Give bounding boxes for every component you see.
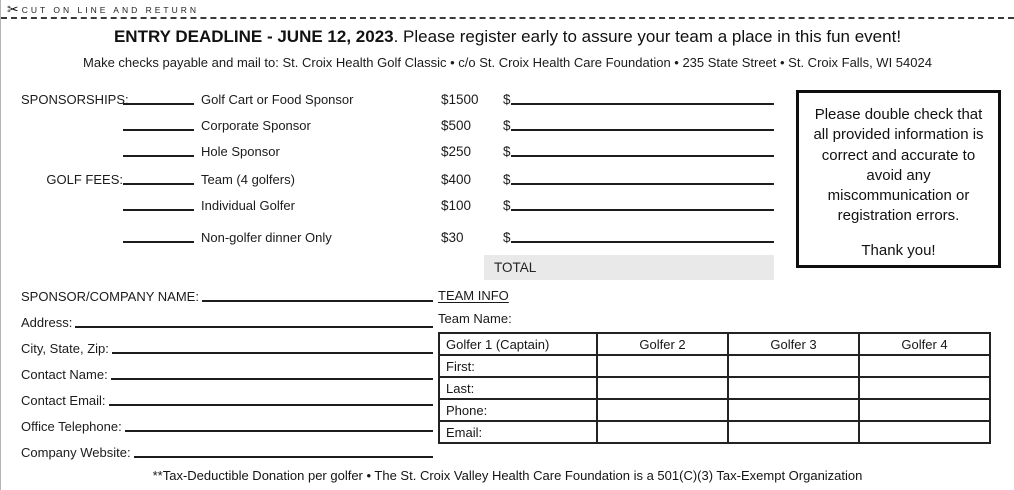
write-in-line [109,396,433,406]
fee-item-name: Corporate Sponsor [201,118,311,133]
dollar-sign: $ [503,92,511,107]
write-in-line [134,448,433,458]
table-cell-empty [728,355,859,377]
field-row-address [21,306,433,332]
cut-line-label: CUT ON LINE AND RETURN [21,5,200,15]
field-label: Contact Email: [21,393,106,408]
double-check-notice-box [796,90,1001,268]
row-label-email: Email: [439,421,597,443]
fee-amount-line [511,233,774,243]
fee-group-label [21,133,123,135]
fees-section [21,83,781,280]
table-cell-empty [859,399,990,421]
table-cell-empty [597,377,728,399]
table-cell-empty [597,399,728,421]
table-row-first [439,355,990,377]
table-cell-empty [859,355,990,377]
fee-select-line [123,201,194,211]
total-bar [484,255,774,280]
field-label: SPONSOR/COMPANY NAME: [21,289,199,304]
fee-amount-line [511,175,774,185]
team-info-heading: TEAM INFO [438,288,509,303]
fee-amount-line [511,201,774,211]
field-row-company-website [21,436,433,462]
field-label: Company Website: [21,445,131,460]
fee-item-price: $1500 [441,92,479,107]
fee-select-line [123,121,194,131]
fee-group-label [21,245,123,247]
golfer-table-header-row [439,333,990,355]
fee-amount-line [511,95,774,105]
field-label: Address: [21,315,73,330]
total-label: TOTAL [494,260,537,275]
fee-item-name: Team (4 golfers) [201,172,295,187]
fee-amount-line [511,121,774,131]
fee-group-label [21,159,123,161]
golfer4-column-header: Golfer 4 [859,333,990,355]
dollar-sign: $ [503,144,511,159]
mailto-instructions: Make checks payable and mail to: St. Croix Health Golf Classic • c/o St. Croix Health Care Foundation • 235 State Street • St. Croix Falls, WI 54024 [83,55,932,70]
field-label: City, State, Zip: [21,341,109,356]
table-row-last [439,377,990,399]
fee-row-golf-cart-sponsor [21,83,781,109]
table-cell-empty [597,355,728,377]
team-info-section [438,280,991,444]
table-cell-empty [859,377,990,399]
tax-deductible-footer: **Tax-Deductible Donation per golfer • The St. Croix Valley Health Care Foundation is a 501(C)(3) Tax-Exempt Organization [152,468,863,483]
row-label-last: Last: [439,377,597,399]
table-row-email [439,421,990,443]
table-cell-empty [728,399,859,421]
write-in-line [75,318,433,328]
golfer-table [438,332,991,444]
fee-item-name: Hole Sponsor [201,144,280,159]
sponsor-contact-section [21,280,433,462]
fee-select-line [123,175,194,185]
fee-item-name: Non-golfer dinner Only [201,230,332,245]
write-in-line [111,370,433,380]
field-row-contact-email [21,384,433,410]
fee-item-price: $500 [441,118,472,133]
sponsorships-label: SPONSORSHIPS: [21,92,129,107]
field-row-contact-name [21,358,433,384]
fee-select-line [123,147,194,157]
fee-amount-field [503,92,774,109]
golfer1-column-header: Golfer 1 (Captain) [439,333,597,355]
cut-line-strip [1,0,1014,19]
table-cell-empty [859,421,990,443]
field-label: Contact Name: [21,367,108,382]
fee-select-line [123,95,194,105]
field-row-company-name [21,280,433,306]
fee-item-name: Individual Golfer [201,198,295,213]
dollar-sign: $ [503,230,511,245]
golfer3-column-header: Golfer 3 [728,333,859,355]
field-row-office-telephone [21,410,433,436]
dollar-sign: $ [503,172,511,187]
fee-row-individual-golfer [21,189,781,215]
write-in-line [125,422,433,432]
table-cell-empty [728,421,859,443]
fee-amount-field [503,144,774,161]
write-in-line [112,344,433,354]
fee-item-price: $250 [441,144,472,159]
fee-item-price: $100 [441,198,472,213]
notice-body: Please double check that all provided information is correct and accurate to avoid any miscommunication or registration errors. [813,106,984,225]
fee-amount-field [503,230,774,247]
field-label: Office Telephone: [21,419,122,434]
entry-deadline-title [1,27,1014,47]
table-cell-empty [728,377,859,399]
fee-amount-field [503,118,774,135]
golfer2-column-header: Golfer 2 [597,333,728,355]
fee-group-label [21,213,123,215]
fee-row-team [21,163,781,189]
fee-row-non-golfer-dinner [21,221,781,247]
team-name-label: Team Name: [438,311,512,326]
fee-select-line [123,233,194,243]
row-label-first: First: [439,355,597,377]
fee-amount-field [503,172,774,189]
row-label-phone: Phone: [439,399,597,421]
scissors-icon: ✂ [7,0,19,17]
dollar-sign: $ [503,118,511,133]
write-in-line [202,292,433,302]
dollar-sign: $ [503,198,511,213]
notice-thanks: Thank you! [861,241,936,259]
fee-amount-line [511,147,774,157]
golf-fees-label: GOLF FEES: [46,172,123,187]
table-cell-empty [597,421,728,443]
entry-deadline-date: ENTRY DEADLINE - JUNE 12, 2023 [113,27,394,46]
fee-amount-field [503,198,774,215]
fee-item-price: $400 [441,172,472,187]
entry-deadline-message: . Please register early to assure your team a place in this fun event! [393,27,902,46]
field-row-city-state-zip [21,332,433,358]
fee-row-corporate-sponsor [21,109,781,135]
table-row-phone [439,399,990,421]
fee-item-price: $30 [441,230,464,245]
fee-row-hole-sponsor [21,135,781,161]
fee-item-name: Golf Cart or Food Sponsor [201,92,354,107]
